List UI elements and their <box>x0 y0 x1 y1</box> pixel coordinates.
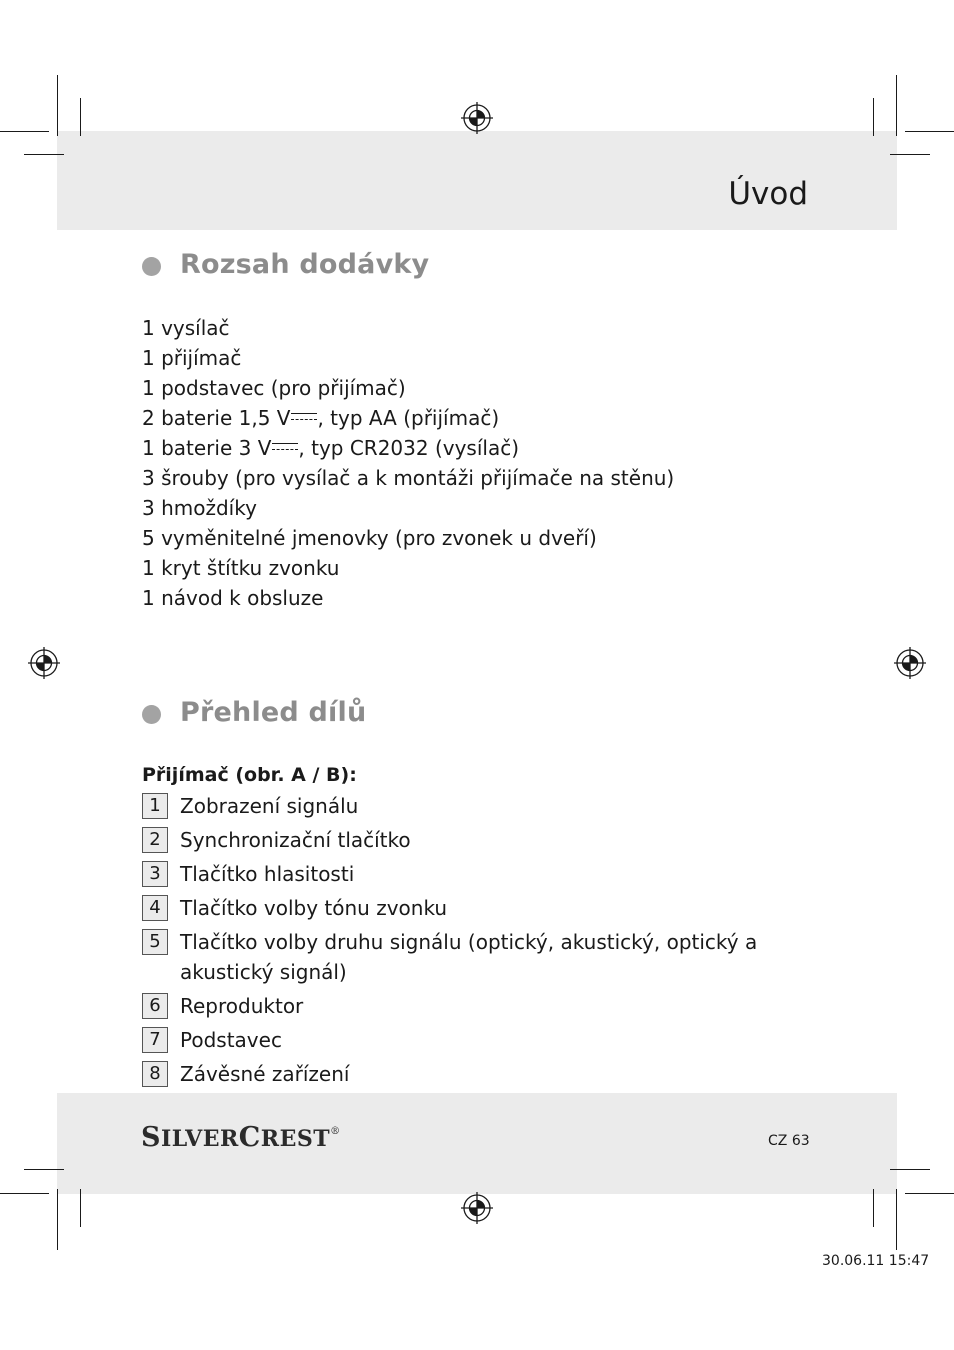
list-item <box>142 927 822 987</box>
part-number-badge: 4 <box>142 895 168 921</box>
page-number: CZ 63 <box>768 1133 810 1149</box>
receiver-heading: Přijímač (obr. A / B): <box>142 764 357 786</box>
crop-mark <box>890 1169 930 1170</box>
crop-mark <box>57 75 58 136</box>
part-number-badge: 5 <box>142 929 168 955</box>
registration-mark-icon <box>28 647 60 679</box>
part-number-badge: 7 <box>142 1027 168 1053</box>
section-heading-scope: Rozsah dodávky <box>180 249 430 280</box>
list-item: 3 šrouby (pro vysílač a k montáži přijímače na stěnu) <box>142 466 675 490</box>
crop-mark <box>57 1189 58 1250</box>
registration-mark-icon <box>894 647 926 679</box>
crop-mark <box>24 154 64 155</box>
section-heading-overview: Přehled dílů <box>180 697 367 728</box>
part-label: Tlačítko hlasitosti <box>180 862 355 886</box>
page-title: Úvod <box>728 176 808 212</box>
section-bullet-icon <box>142 257 161 276</box>
part-number-badge: 1 <box>142 793 168 819</box>
part-label: Reproduktor <box>180 994 304 1018</box>
list-item <box>142 1025 822 1055</box>
parts-list <box>142 791 822 1093</box>
part-label: Tlačítko volby tónu zvonku <box>180 896 448 920</box>
list-item <box>142 433 674 463</box>
list-item <box>142 859 822 889</box>
list-item-text: 2 baterie 1,5 V <box>142 406 291 430</box>
list-item-text: 1 baterie 3 V <box>142 436 272 460</box>
crop-mark <box>0 1193 49 1194</box>
part-label: Tlačítko volby druhu signálu (optický, akustický, optický a akustický signál) <box>180 930 758 984</box>
list-item: 1 návod k obsluze <box>142 586 324 610</box>
crop-mark <box>0 131 49 132</box>
list-item: 1 kryt štítku zvonku <box>142 556 340 580</box>
direct-current-icon <box>272 443 298 452</box>
list-item: 1 podstavec (pro přijímač) <box>142 376 406 400</box>
part-label: Závěsné zařízení <box>180 1062 350 1086</box>
crop-mark <box>905 1193 954 1194</box>
crop-mark <box>80 98 81 136</box>
part-label: Podstavec <box>180 1028 282 1052</box>
scope-list <box>142 313 674 613</box>
crop-mark <box>80 1189 81 1227</box>
crop-mark <box>873 1189 874 1227</box>
crop-mark <box>896 75 897 136</box>
part-number-badge: 2 <box>142 827 168 853</box>
list-item-text: , typ CR2032 (vysílač) <box>298 436 520 460</box>
list-item <box>142 991 822 1021</box>
part-number-badge: 8 <box>142 1061 168 1087</box>
list-item <box>142 893 822 923</box>
registration-mark-icon <box>461 102 493 134</box>
list-item-text: , typ AA (přijímač) <box>317 406 500 430</box>
silvercrest-logo: SILVERCREST® <box>141 1122 341 1153</box>
crop-mark <box>873 98 874 136</box>
section-bullet-icon <box>142 705 161 724</box>
list-item <box>142 791 822 821</box>
crop-mark <box>905 131 954 132</box>
list-item: 1 vysílač <box>142 316 230 340</box>
list-item: 5 vyměnitelné jmenovky (pro zvonek u dveří) <box>142 526 597 550</box>
part-number-badge: 3 <box>142 861 168 887</box>
direct-current-icon <box>291 413 317 422</box>
list-item <box>142 825 822 855</box>
part-label: Zobrazení signálu <box>180 794 359 818</box>
crop-mark <box>24 1169 64 1170</box>
crop-mark <box>896 1189 897 1250</box>
list-item: 3 hmoždíky <box>142 496 257 520</box>
list-item <box>142 1059 822 1089</box>
list-item <box>142 403 674 433</box>
part-number-badge: 6 <box>142 993 168 1019</box>
crop-mark <box>890 154 930 155</box>
list-item: 1 přijímač <box>142 346 242 370</box>
registration-mark-icon <box>461 1192 493 1224</box>
part-label: Synchronizační tlačítko <box>180 828 411 852</box>
print-timestamp: 30.06.11 15:47 <box>822 1253 930 1269</box>
